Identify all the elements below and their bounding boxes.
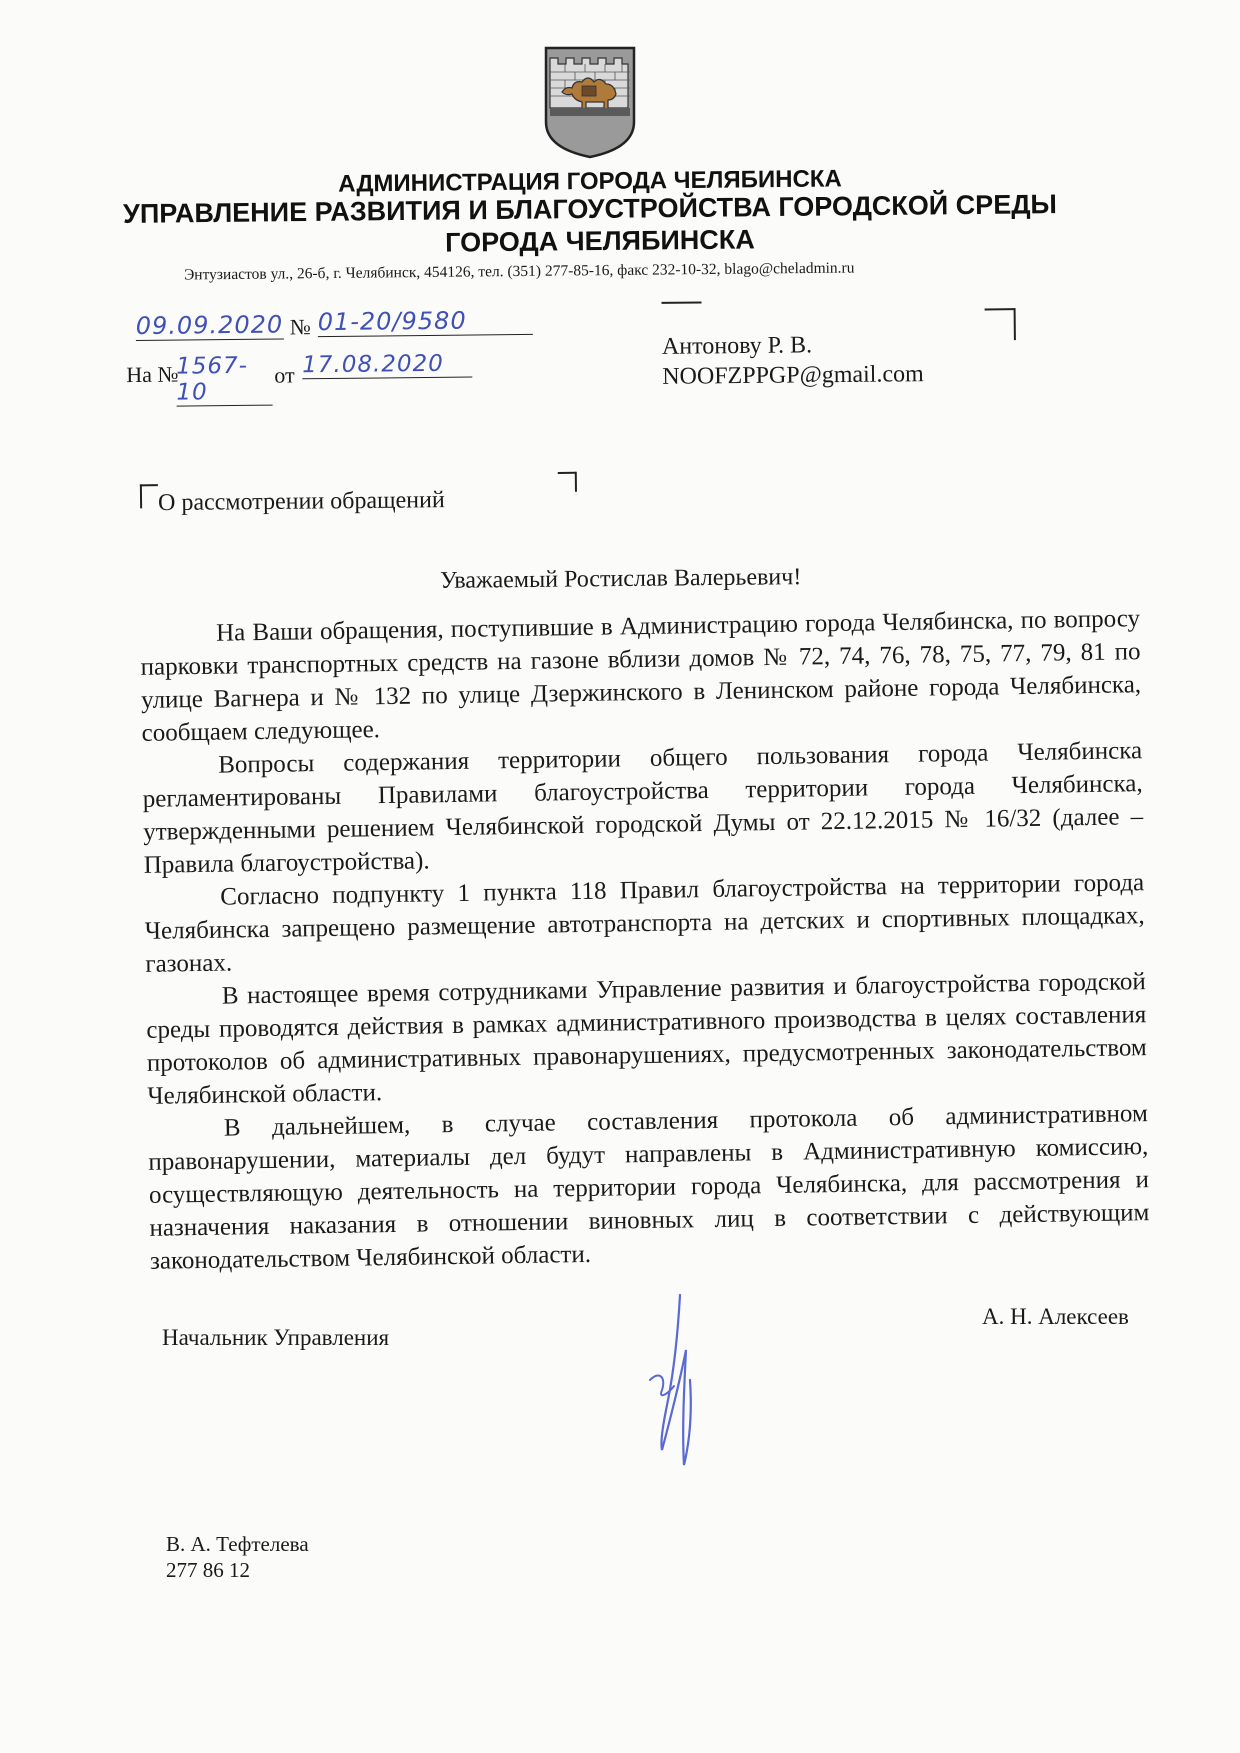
executor-name: В. А. Тефтелева [166, 1532, 309, 1556]
body-paragraph-5: В дальнейшем, в случае составления протокола об административном правонарушении, материалы дел будут направлены в Административную комиссию, осуществляющую деятельность на территории города Челябинска, для рассмотрения и назначения наказания в отношении виновных лиц в соответствии с действующим законодательством Челябинской области. [148, 1100, 1150, 1275]
outgoing-date: 09.09.2020 [135, 310, 284, 341]
registration-block [120, 298, 541, 406]
body-paragraph-1: На Ваши обращения, поступившие в Администрацию города Челябинска, по вопросу парковки транспортных средств на газоне вблизи домов № 72, 74, 76, 78, 75, 77, 79, 81 по улице Вагнера и № 132 по улице Дзержинского в Ленинском районе города Челябинска, сообщаем следующее. [140, 605, 1142, 747]
subject-corner-right-v [575, 472, 577, 492]
org-contacts: Энтузиастов ул., 26-б, г. Челябинск, 454126, тел. (351) 277-85-16, факс 232-10-32, blago@cheladmin.ru [183, 259, 855, 284]
org-name-line2: УПРАВЛЕНИЕ РАЗВИТИЯ И БЛАГОУСТРОЙСТВА ГОРОДСКОЙ СРЕДЫ [122, 189, 1058, 229]
reply-to-date: 17.08.2020 [302, 351, 472, 380]
salutation: Уважаемый Ростислав Валерьевич! [439, 564, 802, 594]
org-name-line3: ГОРОДА ЧЕЛЯБИНСКА [445, 224, 755, 258]
recipient-block [639, 298, 1040, 402]
recipient-corner-left [661, 301, 701, 303]
recipient-corner-right-v [1014, 308, 1016, 340]
subject-corner-right-h [558, 472, 576, 474]
subject-text: О рассмотрении обращений [157, 487, 445, 517]
subject-corner-left-h [140, 484, 158, 486]
reply-to-label: На № [126, 361, 179, 388]
letter-body [140, 602, 1150, 1278]
body-paragraph-2: Вопросы содержания территории общего пользования города Челябинска регламентированы Правилами благоустройства территории города Челябинска, утвержденными решением Челябинской городской Думы от 22.12.2015 № 16/32 (далее – Правила благоустройства). [142, 737, 1144, 879]
number-sign: № [289, 314, 311, 340]
reply-to-number: 1567-10 [176, 353, 273, 407]
recipient-corner-right-h [985, 308, 1015, 310]
signatory-name: А. Н. Алексеев [982, 1304, 1129, 1329]
subject-block [138, 468, 588, 523]
city-coat-of-arms-icon [540, 44, 640, 160]
handwritten-signature-icon [640, 1290, 730, 1490]
executor-phone: 277 86 12 [166, 1558, 250, 1582]
outgoing-number: 01-20/9580 [318, 306, 533, 337]
from-label: от [274, 362, 295, 388]
recipient-email: NOOFZPPGP@gmail.com [662, 361, 924, 390]
subject-corner-left-v [140, 484, 142, 508]
body-paragraph-4: В настоящее время сотрудниками Управление развития и благоустройства городской среды проводятся действия в рамках административного производства в целях составления протоколов об административных правонарушениях, предусмотренных законодательством Челябинской области. [146, 968, 1147, 1110]
signatory-position: Начальник Управления [162, 1325, 390, 1350]
recipient-name: Антонову Р. В. [661, 332, 813, 360]
org-name-line1: АДМИНИСТРАЦИЯ ГОРОДА ЧЕЛЯБИНСКА [338, 165, 842, 198]
body-paragraph-3: Согласно подпункту 1 пункта 118 Правил благоустройства на территории города Челябинска запрещено размещение автотранспорта на детских и спортивных площадках, газонах. [144, 869, 1145, 978]
